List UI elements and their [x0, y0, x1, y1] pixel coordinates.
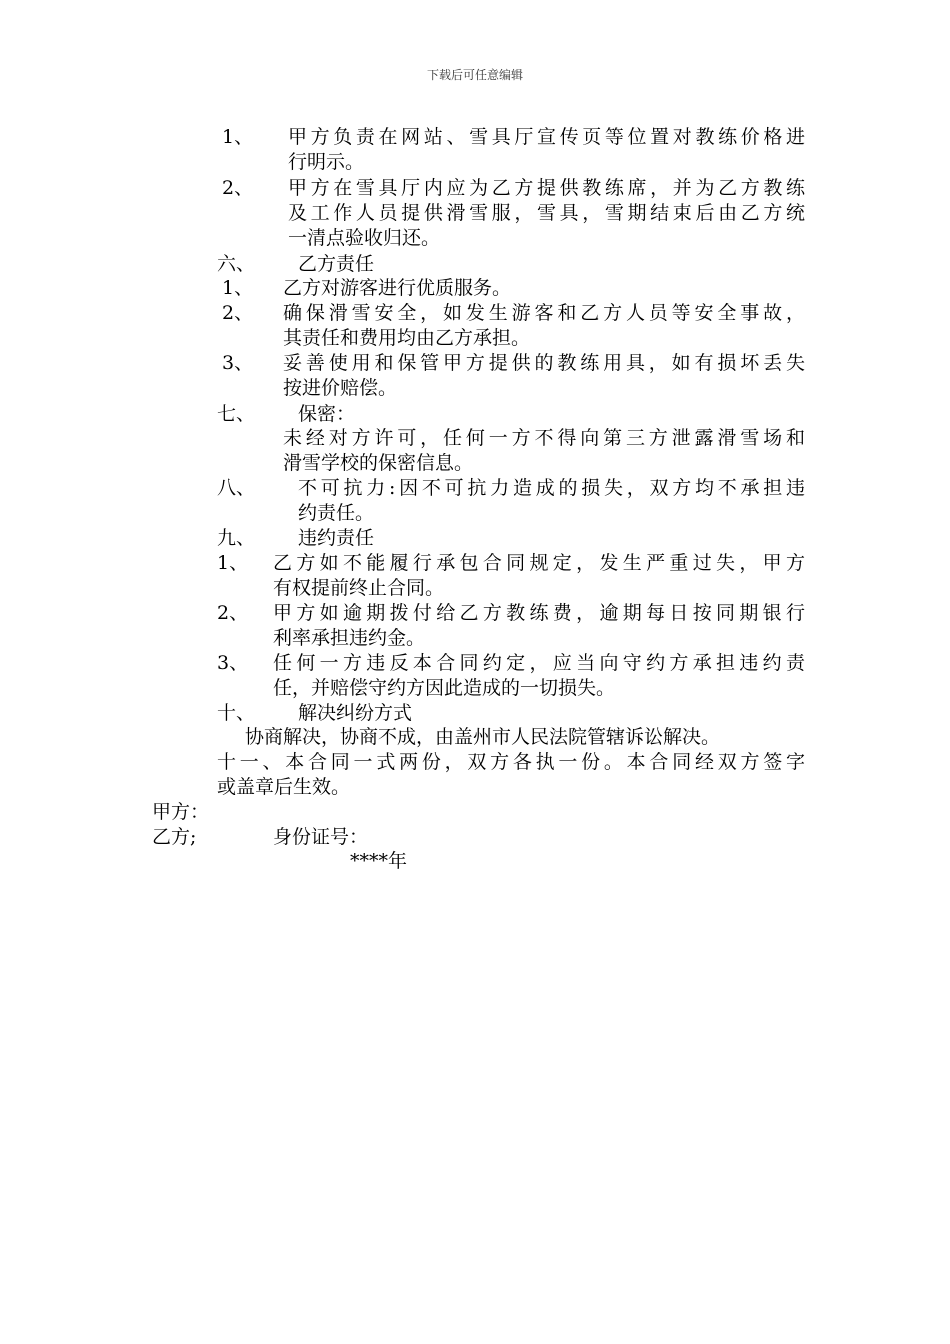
- section-number: 六、: [217, 253, 256, 275]
- clause-text: 任，并赔偿守约方因此造成的一切损失。: [273, 677, 616, 699]
- section-title: 乙方责任: [298, 253, 375, 275]
- id-number-label: 身份证号：: [273, 826, 369, 848]
- clause-number: 3、: [217, 652, 249, 674]
- section-title: 违约责任: [298, 527, 375, 549]
- clause-text: 其责任和费用均由乙方承担。: [283, 327, 531, 349]
- section-number: 七、: [217, 403, 256, 425]
- clause-number: 1、: [222, 277, 254, 299]
- clause-text: 妥善使用和保管甲方提供的教练用具，如有损坏丢失: [283, 352, 805, 374]
- clause-number: 1、: [217, 552, 249, 574]
- clause-text: 约责任。: [298, 502, 375, 524]
- date-label: ****年: [350, 850, 408, 872]
- section-number: 十、: [217, 702, 256, 724]
- section-title: 解决纠纷方式: [298, 702, 413, 724]
- clause-text: 按进价赔偿。: [283, 377, 398, 399]
- clause-number: 3、: [222, 352, 254, 374]
- clause-text: 甲方在雪具厅内应为乙方提供教练席，并为乙方教练: [288, 177, 805, 199]
- page-header: 下载后可任意编辑: [426, 68, 523, 82]
- clause-text: 滑雪学校的保密信息。: [283, 452, 474, 474]
- clause-text: 甲方如逾期拨付给乙方教练费，逾期每日按同期银行: [273, 602, 805, 624]
- clause-text: 甲方负责在网站、雪具厅宣传页等位置对教练价格进: [288, 126, 805, 148]
- clause-text: 或盖章后生效。: [217, 776, 351, 798]
- clause-text: 利率承担违约金。: [273, 627, 426, 649]
- clause-text: 协商解决，协商不成，由盖州市人民法院管辖诉讼解决。: [245, 726, 721, 748]
- clause-text: 十一、本合同一式两份，双方各执一份。本合同经双方签字: [217, 751, 805, 773]
- section-number: 八、: [217, 477, 256, 499]
- section-number: 九、: [217, 527, 256, 549]
- clause-text: 有权提前终止合同。: [273, 577, 445, 599]
- section-title: 保密：: [298, 403, 356, 425]
- clause-number: 1、: [222, 126, 254, 148]
- clause-number: 2、: [222, 302, 254, 324]
- clause-text: 行明示。: [288, 151, 365, 173]
- clause-number: 2、: [222, 177, 254, 199]
- clause-text: 一清点验收归还。: [288, 227, 441, 249]
- party-b-label: 乙方;: [152, 826, 197, 848]
- clause-text: 任何一方违反本合同约定，应当向守约方承担违约责: [273, 652, 805, 674]
- clause-text: 不可抗力:因不可抗力造成的损失，双方均不承担违: [298, 477, 805, 499]
- clause-text: 未经对方许可，任何一方不得向第三方泄露滑雪场和: [283, 427, 805, 449]
- clause-text: 确保滑雪安全，如发生游客和乙方人员等安全事故，: [283, 302, 805, 324]
- party-a-label: 甲方：: [152, 801, 210, 823]
- clause-text: 及工作人员提供滑雪服，雪具，雪期结束后由乙方统: [288, 202, 805, 224]
- clause-text: 乙方对游客进行优质服务。: [283, 277, 512, 299]
- clause-text: 乙方如不能履行承包合同规定，发生严重过失，甲方: [273, 552, 805, 574]
- clause-number: 2、: [217, 602, 249, 624]
